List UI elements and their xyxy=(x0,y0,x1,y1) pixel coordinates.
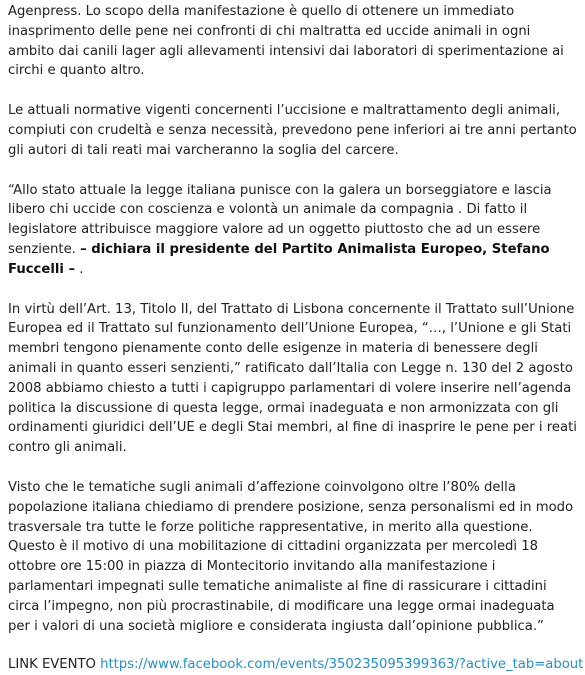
event-link[interactable]: https://www.facebook.com/events/350235095399363/?active_tab=about xyxy=(100,657,584,673)
event-link-label: LINK EVENTO xyxy=(8,657,101,673)
quote-text: “Allo stato attuale la legge italiana punisce con la galera un borseggiatore e lascia libero chi uccide con coscienza e volontà un animale da compagnia . Di fatto il legislatore attribuisce maggiore valore ad un oggetto piuttosto che ad un essere senziente. xyxy=(8,182,552,257)
article-body xyxy=(8,2,584,675)
paragraph-quote xyxy=(8,181,580,280)
quote-attribution: – dichiara il presidente del Partito Animalista Europeo, Stefano Fuccelli – xyxy=(8,241,550,277)
quote-end: . xyxy=(75,261,84,277)
paragraph-mobilization: Visto che le tematiche sugli animali d’affezione coinvolgono oltre l’80% della popolazione italiana chiediamo di prendere posizione, senza personalismi ed in modo trasversale tra tutte le forze politiche rappresentative, in merito alla questione. Questo è il motivo di una mobilitazione di cittadini organizzata per mercoledì 18 ottobre ore 15:00 in piazza di Montecitorio invitando alla manifestazione i parlamentari impegnati sulle tematiche animaliste al fine di rassicurare i cittadini circa l’impegno, non più procrastinabile, di modificare una legge ormai inadeguata per i valori di una società migliore e considerata ingiusta dall’opinione pubblica.” xyxy=(8,479,574,634)
event-link-line xyxy=(8,655,584,675)
paragraph-regulations: Le attuali normative vigenti concernenti l’uccisione e maltrattamento degli animali, compiuti con crudeltà e senza necessità, prevedono pene inferiori ai tre anni pertanto gli autori di tali reati mai varcheranno la soglia del carcere. xyxy=(8,103,577,158)
paragraph-lisbon-treaty: In virtù dell’Art. 13, Titolo II, del Trattato di Lisbona concernente il Trattato sull’Unione Europea ed il Trattato sul funzionamento dell’Unione Europea, “…, l’Unione e gli Stati membri tengono pienamente conto delle esigenze in materia di benessere degli animali in quanto esseri senzienti,” ratificato dall’Italia con Legge n. 130 del 2 agosto 2008 abbiamo chiesto a tutti i capigruppo parlamentari di volere inserire nell’agenda politica la discussione di questa legge, ormai inadeguata e non armonizzata con gli ordinamenti giuridici dell’UE e degli Stai membri, al fine di inasprire le pene per i reati contro gli animali. xyxy=(8,301,577,456)
paragraph-intro: Agenpress. Lo scopo della manifestazione è quello di ottenere un immediato inasprimento delle pene nei confronti di chi maltratta ed uccide animali in ogni ambito dai canili lager agli allevamenti intensivi dai laboratori di sperimentazione ai circhi e quanto altro. xyxy=(8,4,564,79)
